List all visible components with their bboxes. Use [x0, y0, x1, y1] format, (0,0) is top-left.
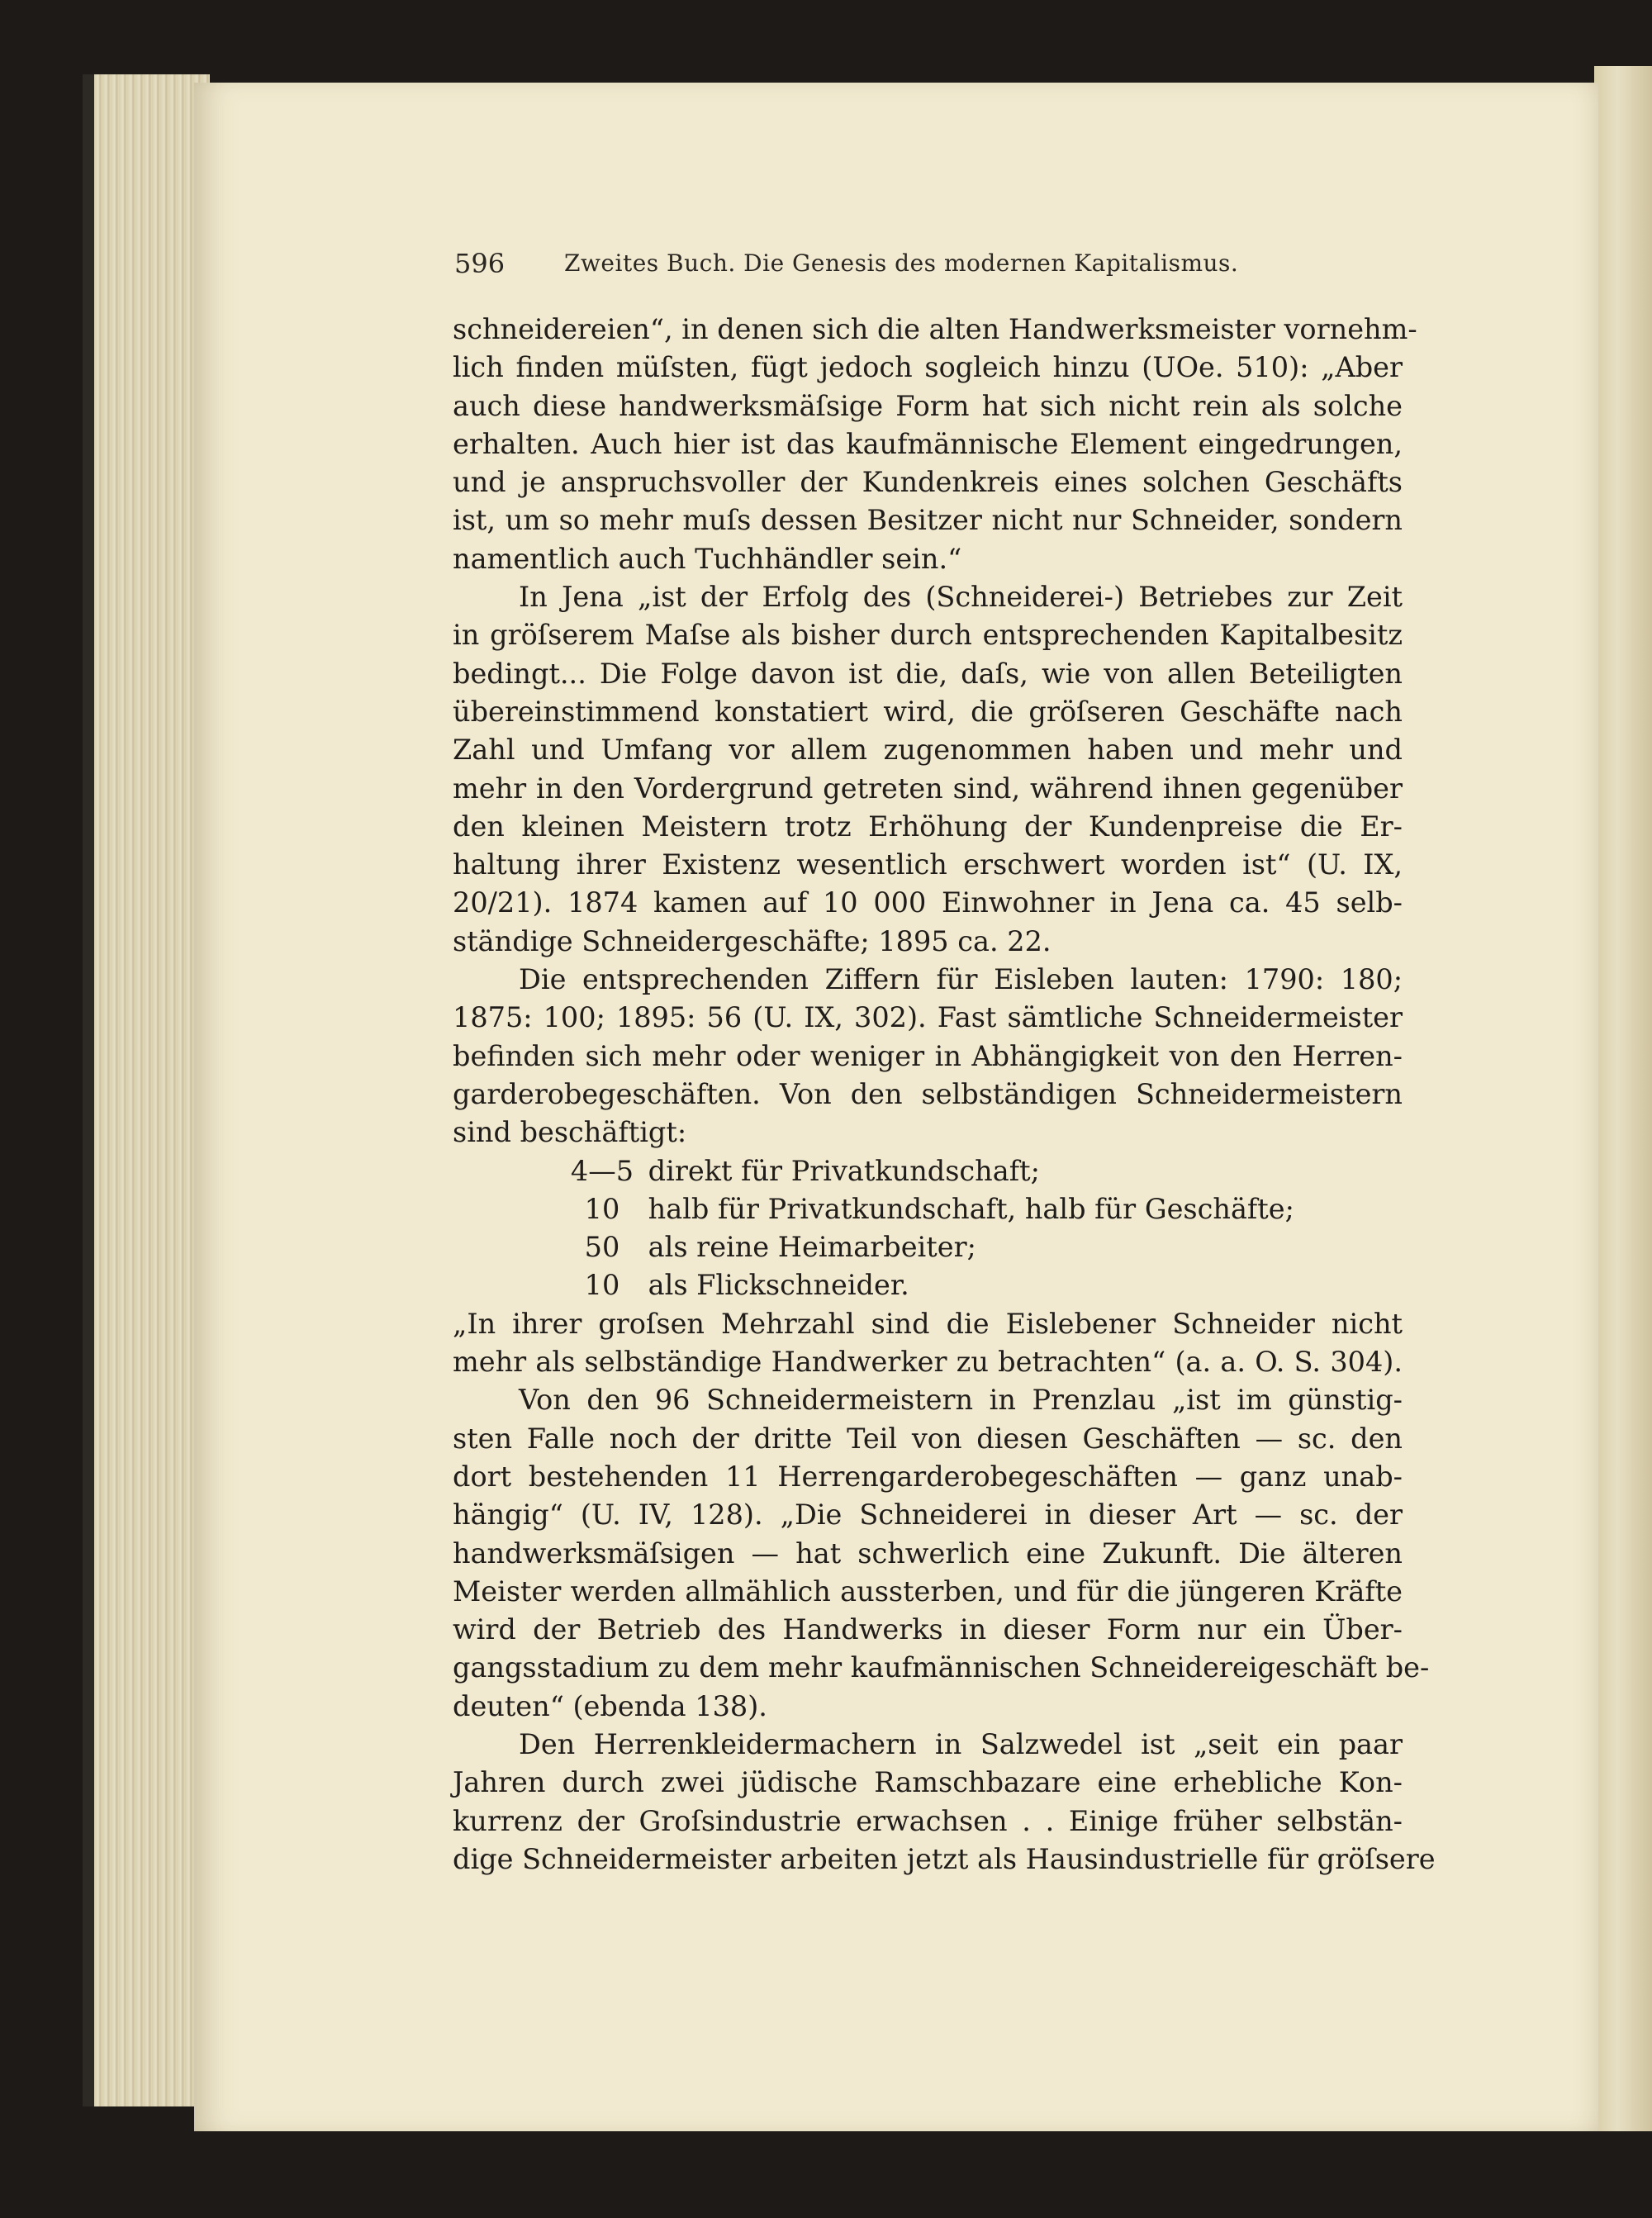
text-line: befinden sich mehr oder weniger in Abhängigkeit von den Herren- [453, 1039, 1403, 1072]
text-line: hängig“ (U. IV, 128). „Die Schneiderei in dieser Art — sc. der [453, 1498, 1403, 1532]
page-header [454, 248, 1404, 281]
list-count: 10 [584, 1192, 620, 1225]
book-page-edges-left [83, 74, 210, 2106]
list-item [453, 1228, 1403, 1266]
text-line: gangsstadium zu dem mehr kaufmännischen Schneidereigeschäft be- [453, 1651, 1430, 1684]
text-line: wird der Betrieb des Handwerks in dieser Form nur ein Über- [453, 1613, 1403, 1646]
text-line: und je anspruchsvoller der Kundenkreis eines solchen Geschäfts [453, 466, 1403, 499]
text-line: lich finden müſsten, fügt jedoch sogleich hinzu (UOe. 510): „Aber [453, 351, 1403, 384]
text-line: übereinstimmend konstatiert wird, die gröſseren Geschäfte nach [453, 695, 1403, 728]
text-line: bedingt... Die Folge davon ist die, daſs, wie von allen Beteiligten [453, 657, 1403, 690]
text-line: „In ihrer groſsen Mehrzahl sind die Eislebener Schneider nicht [453, 1307, 1403, 1340]
list-text: direkt für Privatkundschaft; [648, 1154, 1040, 1187]
list-text: als reine Heimarbeiter; [648, 1231, 976, 1264]
body-text [453, 311, 1436, 1878]
text-line: in gröſserem Maſse als bisher durch entsprechenden Kapitalbesitz [453, 619, 1403, 652]
list-count: 4—5 [570, 1154, 634, 1187]
text-line: sten Falle noch der dritte Teil von diesen Geschäften — sc. den [453, 1422, 1403, 1455]
text-line: den kleinen Meistern trotz Erhöhung der Kundenpreise die Er- [453, 810, 1403, 843]
running-title: Zweites Buch. Die Genesis des modernen Kapitalismus. [564, 249, 1239, 277]
text-line: dige Schneidermeister arbeiten jetzt als Hausindustrielle für gröſsere [453, 1842, 1436, 1875]
text-line: ist, um so mehr muſs dessen Besitzer nicht nur Schneider, sondern [453, 504, 1403, 537]
text-line: 1875: 100; 1895: 56 (U. IX, 302). Fast sämtliche Schneidermeister [453, 1001, 1403, 1034]
text-line: garderobegeschäften. Von den selbständigen Schneidermeistern [453, 1077, 1403, 1110]
list-item [453, 1266, 1403, 1304]
text-line: namentlich auch Tuchhändler sein.“ [453, 542, 962, 575]
text-line: mehr in den Vordergrund getreten sind, während ihnen gegenüber [453, 772, 1403, 805]
list-text: als Flickschneider. [648, 1269, 909, 1302]
text-line: deuten“ (ebenda 138). [453, 1689, 767, 1722]
text-line: haltung ihrer Existenz wesentlich erschwert worden ist“ (U. IX, [453, 848, 1403, 881]
text-line: schneidereien“, in denen sich die alten Handwerksmeister vornehm- [453, 313, 1417, 345]
page-number: 596 [454, 248, 506, 279]
text-line: Den Herrenkleidermachern in Salzwedel ist „seit ein paar [519, 1727, 1403, 1760]
list-item [453, 1152, 1403, 1190]
text-line: mehr als selbständige Handwerker zu betrachten“ (a. a. O. S. 304). [453, 1346, 1403, 1379]
text-line: Die entsprechenden Ziffern für Eisleben lauten: 1790: 180; [519, 963, 1403, 996]
text-line: dort bestehenden 11 Herrengarderobegeschäften — ganz unab- [453, 1460, 1403, 1493]
text-line: 20/21). 1874 kamen auf 10 000 Einwohner in Jena ca. 45 selb- [453, 886, 1403, 919]
text-line: Zahl und Umfang vor allem zugenommen haben und mehr und [453, 734, 1403, 767]
list-item [453, 1190, 1403, 1228]
book-page-edges-right [1594, 66, 1652, 2131]
text-line: erhalten. Auch hier ist das kaufmännische Element eingedrungen, [453, 427, 1403, 460]
list-count: 50 [584, 1231, 620, 1264]
text-line: kurrenz der Groſsindustrie erwachsen . . Einige früher selbstän- [453, 1804, 1403, 1837]
text-line: Meister werden allmählich aussterben, und für die jüngeren Kräfte [453, 1574, 1403, 1608]
text-line: In Jena „ist der Erfolg des (Schneiderei-) Betriebes zur Zeit [519, 581, 1403, 614]
list-count: 10 [584, 1269, 620, 1302]
text-line: Von den 96 Schneidermeistern in Prenzlau „ist im günstig- [519, 1384, 1403, 1417]
text-line: handwerksmäſsigen — hat schwerlich eine Zukunft. Die älteren [453, 1536, 1403, 1570]
text-line: ständige Schneidergeschäfte; 1895 ca. 22. [453, 924, 1051, 957]
text-line: Jahren durch zwei jüdische Ramschbazare eine erhebliche Kon- [453, 1766, 1403, 1799]
text-line: auch diese handwerksmäſsige Form hat sich nicht rein als solche [453, 389, 1403, 422]
text-line: sind beschäftigt: [453, 1116, 687, 1149]
list-text: halb für Privatkundschaft, halb für Geschäfte; [648, 1192, 1294, 1225]
